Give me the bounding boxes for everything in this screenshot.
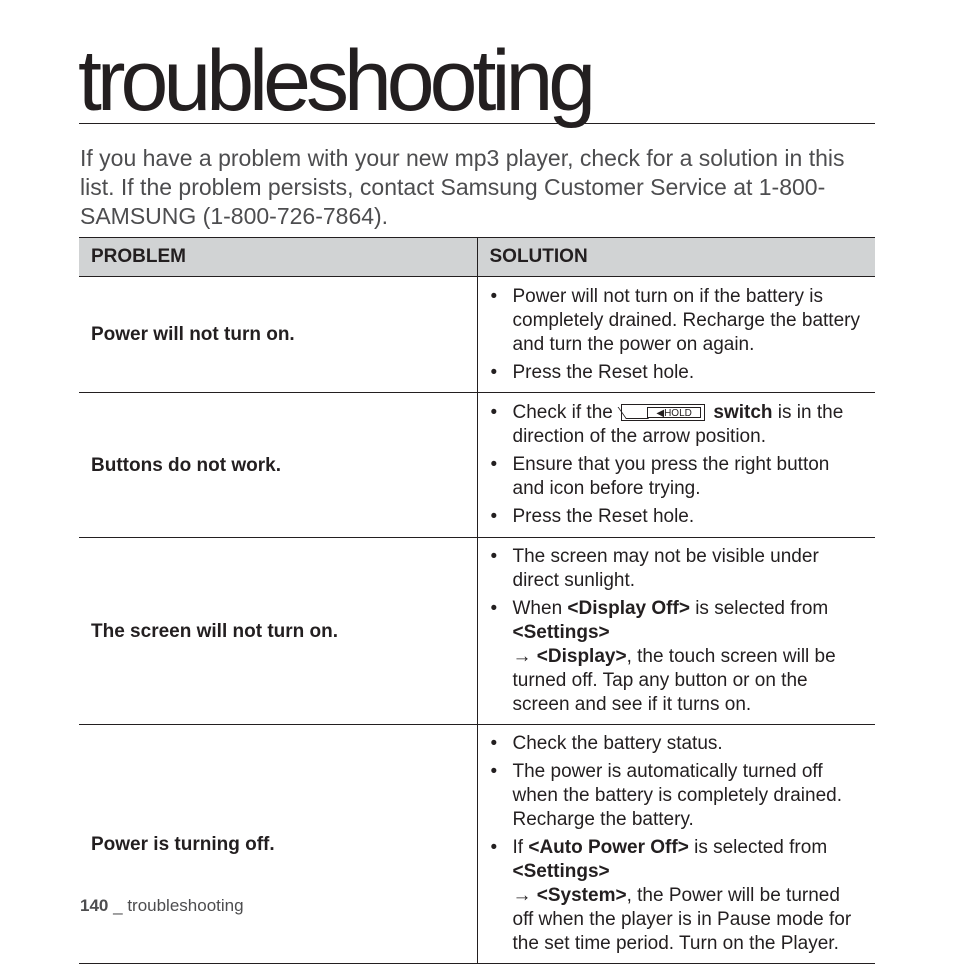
table-header-row xyxy=(79,238,875,277)
solution-item: • Press the Reset hole. xyxy=(491,505,864,529)
solution-text: is in the direction of the arrow position. xyxy=(512,402,844,447)
solution-item: • The screen may not be visible under direct sunlight. xyxy=(491,545,864,593)
arrow-glyph: → xyxy=(512,646,532,667)
page-title: troubleshooting xyxy=(78,33,592,129)
hold-label: ◀HOLD xyxy=(647,407,701,418)
arrow-glyph: → xyxy=(512,885,532,906)
solution-item: • When <Display Off> is selected from <Settings> → <Display>, the touch screen will be turned off. Tap any button or on the screen and see if it turns on. xyxy=(491,597,864,717)
hold-slant-shape xyxy=(618,407,649,419)
solution-list xyxy=(491,545,864,717)
solution-item: • Check the battery status. xyxy=(491,732,864,756)
page-number: 140 xyxy=(80,896,109,915)
header-problem: PROBLEM xyxy=(79,238,477,277)
footer-section: troubleshooting xyxy=(127,896,244,915)
problem-cell: Power is turning off. xyxy=(79,725,477,964)
solution-item: • Ensure that you press the right button and icon before trying. xyxy=(491,453,864,501)
problem-cell: Buttons do not work. xyxy=(79,393,477,538)
solution-item: • The power is automatically turned off when the battery is completely drained. Recharge the battery. xyxy=(491,760,864,832)
table-row xyxy=(79,277,875,393)
table-row xyxy=(79,538,875,725)
title-rule xyxy=(79,123,875,124)
solution-cell xyxy=(477,277,875,393)
footer-separator: _ xyxy=(113,896,123,915)
solution-cell xyxy=(477,393,875,538)
solution-item: • Power will not turn on if the battery is completely drained. Recharge the battery and turn the power on again. xyxy=(491,285,864,357)
header-solution: SOLUTION xyxy=(477,238,875,277)
hold-switch-icon xyxy=(621,404,705,421)
table-row xyxy=(79,393,875,538)
table-row xyxy=(79,725,875,964)
solution-cell xyxy=(477,725,875,964)
solution-cell xyxy=(477,538,875,725)
page-footer xyxy=(80,896,244,916)
solution-list xyxy=(491,285,864,385)
intro-paragraph: If you have a problem with your new mp3 player, check for a solution in this list. If the problem persists, contact Samsung Customer Service at 1-800-SAMSUNG (1-800-726-7864). xyxy=(80,145,845,229)
solution-bold: switch xyxy=(713,402,773,423)
solution-item: • Press the Reset hole. xyxy=(491,361,864,385)
solution-item xyxy=(491,401,864,449)
solution-text: Check if the xyxy=(512,402,613,423)
solution-list xyxy=(491,732,864,956)
problem-cell: The screen will not turn on. xyxy=(79,538,477,725)
solution-list xyxy=(491,401,864,529)
troubleshooting-table xyxy=(79,237,875,964)
solution-item: • If <Auto Power Off> is selected from <Settings> → <System>, the Power will be turned off when the player is in Pause mode for the set time period. Turn on the Player. xyxy=(491,836,864,956)
problem-cell: Power will not turn on. xyxy=(79,277,477,393)
